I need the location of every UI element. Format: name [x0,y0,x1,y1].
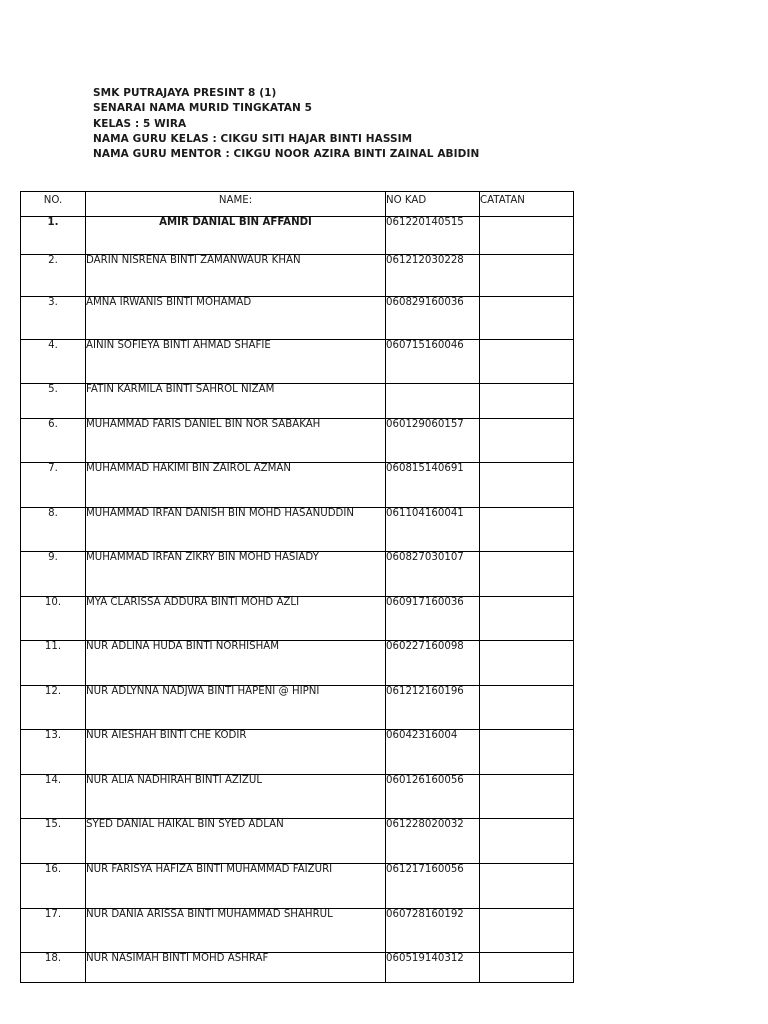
notes-cell [480,463,574,508]
student-name-cell [86,217,386,255]
student-name-cell [86,463,386,508]
id-card-number: 060815140691 [386,463,480,508]
class-name: KELAS : 5 WIRA [93,117,187,130]
notes-cell [480,730,574,775]
student-name-cell [86,508,386,552]
notes-cell [480,909,574,953]
id-card-number: 061212030228 [386,255,480,297]
table-row [21,508,574,552]
student-name-cell [86,864,386,909]
row-number: 12. [21,686,86,730]
table-row [21,340,574,384]
notes-cell [480,864,574,909]
id-card-number: 061104160041 [386,508,480,552]
id-card-number: 060227160098 [386,641,480,686]
row-number: 2. [21,255,86,297]
student-name: AMIR DANIAL BIN AFFANDI [159,217,312,228]
table-row [21,641,574,686]
row-number: 10. [21,597,86,641]
student-name: DARIN NISRENA BINTI ZAMANWAUR KHAN [86,255,301,266]
row-number: 11. [21,641,86,686]
table-row [21,730,574,775]
student-roster-table [20,191,574,983]
id-card-number: 06042316004 [386,730,480,775]
notes-cell [480,953,574,983]
student-name-cell [86,552,386,597]
student-name-cell [86,255,386,297]
row-number: 13. [21,730,86,775]
id-card-number: 060917160036 [386,597,480,641]
column-header-no-kad: NO KAD [386,192,480,217]
list-title: SENARAI NAMA MURID TINGKATAN 5 [93,102,313,115]
student-name: SYED DANIAL HAIKAL BIN SYED ADLAN [86,819,284,830]
notes-cell [480,217,574,255]
student-name: NUR DANIA ARISSA BINTI MUHAMMAD SHAHRUL [86,909,333,920]
row-number: 7. [21,463,86,508]
student-name: AMNA IRWANIS BINTI MOHAMAD [86,297,252,308]
student-name: MUHAMMAD IRFAN DANISH BIN MOHD HASANUDDIN [86,508,355,519]
table-row [21,297,574,340]
id-card-number: 060829160036 [386,297,480,340]
mentor-teacher: NAMA GURU MENTOR : CIKGU NOOR AZIRA BINTI ZAINAL ABIDIN [93,148,480,161]
row-number: 6. [21,419,86,463]
student-name-cell [86,730,386,775]
table-row [21,419,574,463]
notes-cell [480,819,574,864]
table-row [21,552,574,597]
notes-cell [480,775,574,819]
row-number: 16. [21,864,86,909]
row-number: 5. [21,384,86,419]
table-row [21,819,574,864]
student-name: FATIN KARMILA BINTI SAHROL NIZAM [86,384,275,395]
student-name: MUHAMMAD HAKIMI BIN ZAIROL AZMAN [86,463,291,474]
id-card-number: 060827030107 [386,552,480,597]
id-card-number: 061212160196 [386,686,480,730]
notes-cell [480,255,574,297]
student-name-cell [86,953,386,983]
notes-cell [480,686,574,730]
student-name: NUR ADLYNNA NADJWA BINTI HAPENI @ HIPNI [86,686,320,697]
id-card-number: 061220140515 [386,217,480,255]
table-row [21,597,574,641]
id-card-number: 060728160192 [386,909,480,953]
id-card-number: 061228020032 [386,819,480,864]
table-row [21,775,574,819]
document-header [93,86,479,162]
notes-cell [480,419,574,463]
notes-cell [480,508,574,552]
row-number: 9. [21,552,86,597]
row-number: 3. [21,297,86,340]
row-number: 1. [21,217,86,255]
id-card-number: 060519140312 [386,953,480,983]
column-header-name: NAME: [86,192,386,217]
student-name-cell [86,641,386,686]
student-name: NUR ADLINA HUDA BINTI NORHISHAM [86,641,280,652]
student-name: NUR NASIMAH BINTI MOHD ASHRAF [86,953,269,964]
student-name: MUHAMMAD IRFAN ZIKRY BIN MOHD HASIADY [86,552,319,563]
column-header-no: NO. [21,192,86,217]
row-number: 18. [21,953,86,983]
table-row [21,909,574,953]
table-row [21,864,574,909]
student-name-cell [86,597,386,641]
school-name: SMK PUTRAJAYA PRESINT 8 (1) [93,87,277,99]
student-name: AININ SOFIEYA BINTI AHMAD SHAFIE [86,340,271,351]
table-row [21,217,574,255]
row-number: 14. [21,775,86,819]
id-card-number: 060715160046 [386,340,480,384]
table-row [21,686,574,730]
student-name-cell [86,297,386,340]
notes-cell [480,597,574,641]
class-teacher: NAMA GURU KELAS : CIKGU SITI HAJAR BINTI HASSIM [93,132,413,145]
id-card-number: 061217160056 [386,864,480,909]
id-card-number: 060129060157 [386,419,480,463]
table-row [21,463,574,508]
row-number: 17. [21,909,86,953]
student-name-cell [86,909,386,953]
id-card-number: 060126160056 [386,775,480,819]
student-name-cell [86,775,386,819]
table-row [21,953,574,983]
student-name-cell [86,819,386,864]
row-number: 15. [21,819,86,864]
column-header-catatan: CATATAN [480,192,574,217]
notes-cell [480,384,574,419]
notes-cell [480,340,574,384]
table-row [21,255,574,297]
student-name: NUR ALIA NADHIRAH BINTI AZIZUL [86,775,263,786]
notes-cell [480,552,574,597]
student-name: MUHAMMAD FARIS DANIEL BIN NOR SABAKAH [86,419,321,430]
notes-cell [480,297,574,340]
notes-cell [480,641,574,686]
row-number: 4. [21,340,86,384]
student-name-cell [86,419,386,463]
student-name: MYA CLARISSA ADDURA BINTI MOHD AZLI [86,597,300,608]
id-card-number [386,384,480,419]
student-name-cell [86,340,386,384]
row-number: 8. [21,508,86,552]
student-name: NUR AIESHAH BINTI CHE KODIR [86,730,247,741]
student-name-cell [86,686,386,730]
student-name: NUR FARISYA HAFIZA BINTI MUHAMMAD FAIZURI [86,864,333,875]
